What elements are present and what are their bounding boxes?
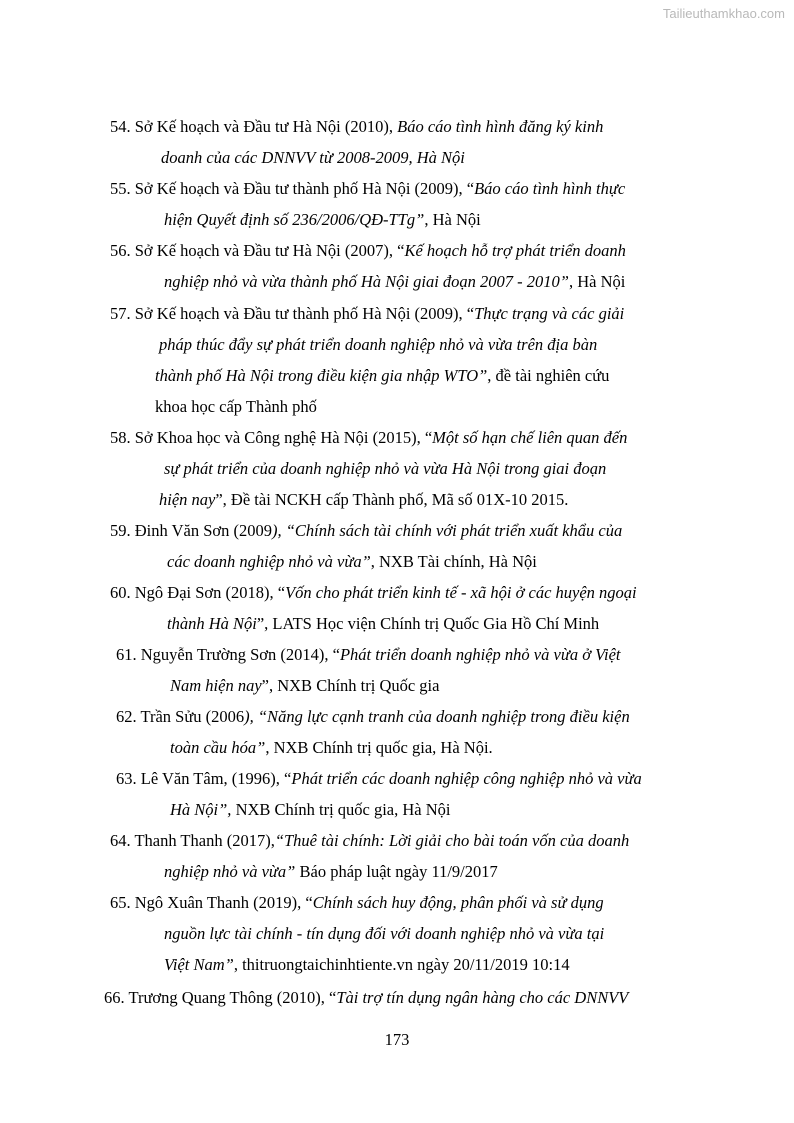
reference-line [164, 271, 625, 293]
reference-line [116, 768, 642, 790]
reference-line [164, 861, 498, 883]
italic-segment: ), “Chính sách tài chính với phát triển xuất khẩu của [271, 521, 623, 540]
reference-line [155, 396, 317, 418]
text-segment: 58. Sở Khoa học và Công nghệ Hà Nội (2015), “ [110, 428, 433, 447]
reference-line [110, 892, 604, 914]
italic-segment: Hà Nội”, [170, 800, 232, 819]
italic-segment: Báo cáo tình hình thực [474, 179, 626, 198]
text-segment: 64. Thanh Thanh (2017), [110, 831, 275, 850]
italic-segment: hiện Quyết định số 236/2006/QĐ-TTg” [164, 210, 425, 229]
text-segment: ”, Đề tài NCKH cấp Thành phố, Mã số 01X-10 2015. [215, 490, 569, 509]
reference-line [164, 923, 604, 945]
text-segment: NXB Chính trị quốc gia, Hà Nội [231, 800, 451, 819]
italic-segment: Phát triển các doanh nghiệp công nghiệp nhỏ và vừa [291, 769, 642, 788]
reference-line [110, 427, 627, 449]
reference-line [164, 954, 570, 976]
italic-segment: thành Hà Nội [167, 614, 257, 633]
text-segment: ”, NXB Chính trị Quốc gia [261, 676, 440, 695]
text-segment: 66. Trương Quang Thông (2010), “ [104, 988, 337, 1007]
text-segment: Báo pháp luật ngày 11/9/2017 [295, 862, 498, 881]
reference-line [170, 675, 439, 697]
reference-line [164, 458, 606, 480]
italic-segment: thành phố Hà Nội trong điều kiện gia nhập WTO” [155, 366, 488, 385]
italic-segment: “Thuê tài chính: Lời giải cho bài toán vốn của doanh [274, 831, 630, 850]
reference-line [110, 582, 637, 604]
italic-segment: sự phát triển của doanh nghiệp nhỏ và vừa Hà Nội trong giai đoạn [164, 459, 607, 478]
text-segment: , đề tài nghiên cứu [487, 366, 610, 385]
reference-line [110, 240, 626, 262]
reference-line [167, 613, 599, 635]
italic-segment: pháp thúc đẩy sự phát triển doanh nghiệp nhỏ và vừa trên địa bàn [159, 335, 598, 354]
text-segment: , thitruongtaichinhtiente.vn ngày 20/11/2019 10:14 [233, 955, 570, 974]
italic-segment: nghiệp nhỏ và vừa” [164, 862, 296, 881]
text-segment: 63. Lê Văn Tâm, (1996), “ [116, 769, 292, 788]
italic-segment: toàn cầu hóa” [170, 738, 266, 757]
italic-segment: Chính sách huy động, phân phối và sử dụng [312, 893, 604, 912]
italic-segment: Báo cáo tình hình đăng ký kinh [397, 117, 604, 136]
text-segment: 57. Sở Kế hoạch và Đầu tư thành phố Hà Nội (2009), “ [110, 304, 475, 323]
reference-line [110, 178, 625, 200]
text-segment: 61. Nguyễn Trường Sơn (2014), “ [116, 645, 340, 664]
italic-segment: Việt Nam” [164, 955, 234, 974]
text-segment: 55. Sở Kế hoạch và Đầu tư thành phố Hà Nội (2009), “ [110, 179, 475, 198]
italic-segment: Phát triển doanh nghiệp nhỏ và vừa ở Việt [339, 645, 621, 664]
italic-segment: Kế hoạch hỗ trợ phát triển doanh [404, 241, 626, 260]
italic-segment: Một số hạn chế liên quan đến [432, 428, 628, 447]
text-segment: 56. Sở Kế hoạch và Đầu tư Hà Nội (2007), “ [110, 241, 405, 260]
text-segment: , Hà Nội [424, 210, 481, 229]
italic-segment: Vốn cho phát triển kinh tế - xã hội ở các huyện ngoại [285, 583, 637, 602]
reference-line [170, 737, 493, 759]
reference-line [110, 303, 624, 325]
text-segment: , NXB Chính trị quốc gia, Hà Nội. [265, 738, 493, 757]
text-segment: 59. Đinh Văn Sơn (2009 [110, 521, 272, 540]
text-segment: 60. Ngô Đại Sơn (2018), “ [110, 583, 286, 602]
reference-line [110, 830, 629, 852]
reference-line [159, 489, 568, 511]
reference-line [110, 116, 603, 138]
text-segment: khoa học cấp Thành phố [155, 397, 317, 416]
italic-segment: Nam hiện nay [170, 676, 262, 695]
reference-line [167, 551, 537, 573]
reference-line [161, 147, 465, 169]
italic-segment: nguồn lực tài chính - tín dụng đối với doanh nghiệp nhỏ và vừa tại [164, 924, 605, 943]
reference-line [164, 209, 481, 231]
reference-line [110, 520, 622, 542]
text-segment: 54. Sở Kế hoạch và Đầu tư Hà Nội (2010), [110, 117, 398, 136]
text-segment: ”, LATS Học viện Chính trị Quốc Gia Hồ Chí Minh [256, 614, 600, 633]
watermark: Tailieuthamkhao.com [662, 6, 785, 21]
page-number: 173 [384, 1030, 410, 1049]
reference-line [104, 987, 628, 1009]
italic-segment: ), “Năng lực cạnh tranh của doanh nghiệp trong điều kiện [244, 707, 630, 726]
italic-segment: Tài trợ tín dụng ngân hàng cho các DNNVV [336, 988, 629, 1007]
reference-line [116, 706, 630, 728]
text-segment: , Hà Nội [568, 272, 626, 291]
reference-line [159, 334, 597, 356]
text-segment: 62. Trần Sửu (2006 [116, 707, 245, 726]
italic-segment: Thực trạng và các giải [474, 304, 625, 323]
text-segment: 65. Ngô Xuân Thanh (2019), “ [110, 893, 313, 912]
italic-segment: nghiệp nhỏ và vừa thành phố Hà Nội giai đoạn 2007 - 2010” [164, 272, 569, 291]
italic-segment: hiện nay [159, 490, 216, 509]
italic-segment: doanh của các DNNVV từ 2008-2009, Hà Nội [161, 148, 465, 167]
text-segment: , NXB Tài chính, Hà Nội [370, 552, 537, 571]
reference-line [170, 799, 451, 821]
reference-line [116, 644, 621, 666]
italic-segment: các doanh nghiệp nhỏ và vừa” [167, 552, 371, 571]
reference-line [155, 365, 609, 387]
